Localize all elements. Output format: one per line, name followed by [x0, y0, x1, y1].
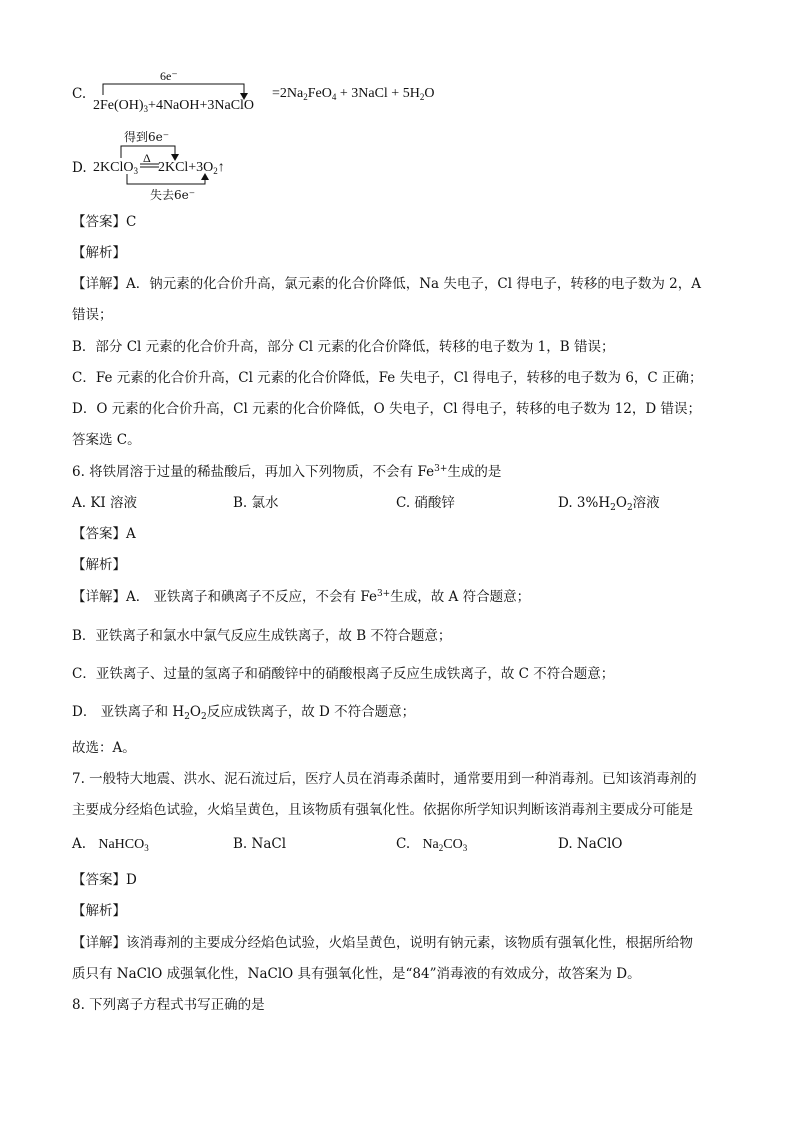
q7-analysis-heading: 【解析】: [72, 903, 126, 919]
heat-symbol: Δ: [143, 151, 151, 165]
q7-detail-line-2: 质只有 NaClO 成强氧化性，NaClO 具有强氧化性，是“84”消毒液的有效成分，故答案为 D。: [72, 966, 641, 982]
q7-option-c: C. $Na_2CO_3$: [396, 836, 468, 853]
q6-detail-line-2: B．亚铁离子和氯水中氯气反应生成铁离子，故 B 不符合题意；: [72, 628, 452, 644]
q6-option-a: A. KI 溶液: [72, 495, 138, 511]
q6-option-d: D. $3\%H_2O_2$溶液: [558, 495, 660, 513]
q7-option-b: B. NaCl: [233, 836, 287, 852]
q6-detail-line-3: C．亚铁离子、过量的氢离子和硝酸锌中的硝酸根离子反应生成铁离子，故 C 不符合题意；: [72, 666, 615, 682]
q6-answer: 【答案】A: [72, 526, 136, 542]
q5-analysis-heading: 【解析】: [72, 245, 126, 261]
q6-stem: 6. 将铁屑溶于过量的稀盐酸后，再加入下列物质，不会有 $Fe^{3+}$生成的是: [72, 464, 502, 480]
option-c-label: C.: [72, 86, 87, 102]
q6-detail-line-1: 【详解】A． 亚铁离子和碘离子不反应，不会有 $Fe^{3+}$生成，故 A 符合题意；: [72, 589, 531, 605]
electron-gain-label: 得到6e⁻: [124, 130, 170, 144]
q5-detail-line-5: D．O 元素的化合价升高，Cl 元素的化合价降低，O 失电子，Cl 得电子，转移的电子数为 12，D 错误；: [72, 401, 702, 417]
q6-conclusion: 故选：A。: [72, 740, 136, 756]
q5-detail-line-1: 【详解】A．钠元素的化合价升高，氯元素的化合价降低，Na 失电子，Cl 得电子，转移的电子数为 2，A: [72, 276, 701, 292]
q6-option-b: B. 氯水: [233, 495, 279, 511]
q7-stem-line-2: 主要成分经焰色试验，火焰呈黄色，且该物质有强氧化性。依据你所学知识判断该消毒剂主要成分可能是: [72, 802, 693, 818]
q7-answer: 【答案】D: [72, 872, 137, 888]
q6-detail-line-4: D． 亚铁离子和 $H_2O_2$反应成铁离子，故 D 不符合题意；: [72, 704, 416, 722]
q7-stem-line-1: 7. 一般特大地震、洪水、泥石流过后，医疗人员在消毒杀菌时，通常要用到一种消毒剂。已知该消毒剂的: [72, 771, 697, 787]
equation-c-products: $=2Na_2FeO_4$ + 3NaCl + $5H_2O$: [272, 86, 435, 102]
q7-option-d: D. NaClO: [558, 836, 623, 852]
q6-analysis-heading: 【解析】: [72, 557, 126, 573]
q5-answer: 【答案】C: [72, 214, 137, 230]
equation-d: 2KClO$_3$ $2KCl+3O_2↑$: [93, 160, 225, 176]
option-d-label: D.: [72, 160, 87, 176]
q7-option-a: A. NaHCO$_3$: [72, 836, 149, 853]
q8-stem: 8. 下列离子方程式书写正确的是: [72, 997, 265, 1013]
q5-detail-line-4: C．Fe 元素的化合价升高，Cl 元素的化合价降低，Fe 失电子，Cl 得电子，转移的电子数为 6，C 正确；: [72, 370, 703, 386]
q5-detail-line-3: B．部分 Cl 元素的化合价升高，部分 Cl 元素的化合价降低，转移的电子数为 1，B 错误；: [72, 339, 615, 355]
electron-count-label: 6e⁻: [160, 69, 178, 83]
electron-loss-label: 失去6e⁻: [150, 188, 196, 202]
q6-option-c: C. 硝酸锌: [396, 495, 455, 511]
q5-conclusion: 答案选 C。: [72, 432, 141, 448]
q7-detail-line-1: 【详解】该消毒剂的主要成分经焰色试验，火焰呈黄色，说明有钠元素，该物质有强氧化性，根据所给物: [72, 935, 693, 951]
equation-c-reactants: $2Fe(OH)_3+4NaOH+3NaClO$: [93, 98, 255, 114]
q5-detail-line-2: 错误；: [72, 307, 113, 323]
